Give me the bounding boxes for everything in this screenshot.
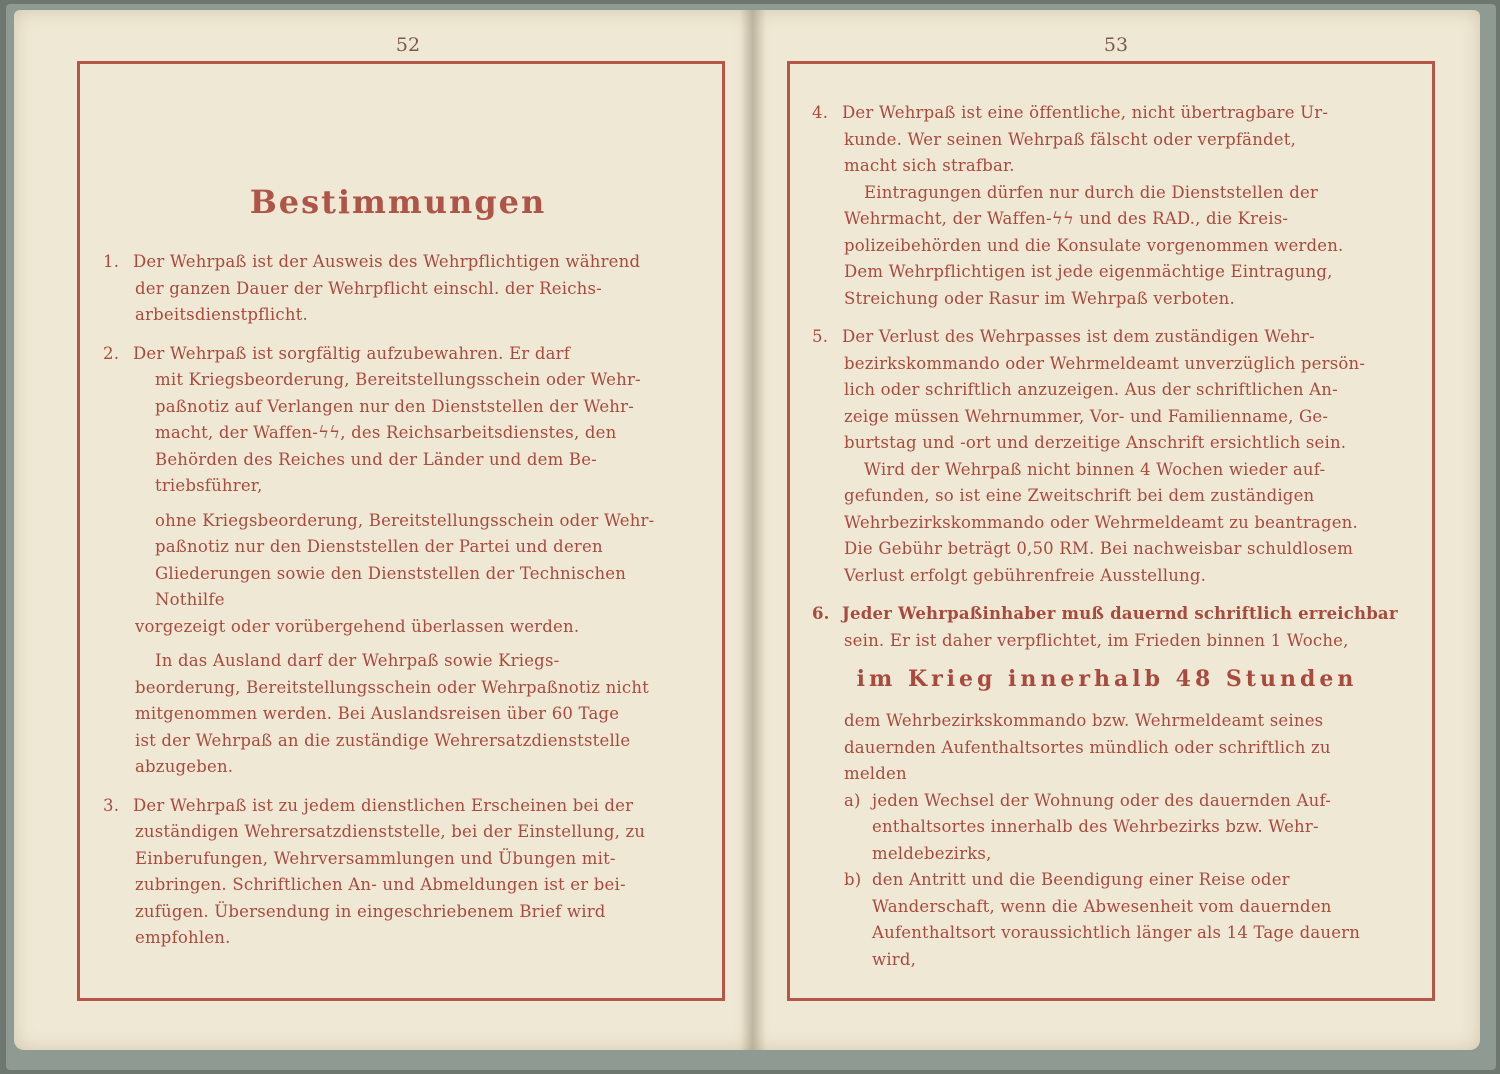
rule-text: In das Ausland darf der Wehrpaß sowie Kriegs- xyxy=(155,651,560,670)
subitem-a xyxy=(812,788,1402,868)
rule-text: wird, xyxy=(872,949,917,969)
rule-text: enthaltsortes innerhalb des Wehrbezirks bzw. Wehr- xyxy=(872,817,1319,836)
rule-text: den Antritt und die Beendigung einer Reise oder xyxy=(872,870,1290,889)
page-number-right: 53 xyxy=(1103,34,1129,56)
rule-text: Der Wehrpaß ist eine öffentliche, nicht übertragbare Ur- xyxy=(842,103,1329,122)
rule-text: dauernden Aufenthaltsortes mündlich oder schriftlich zu xyxy=(844,737,1331,757)
rule-text: zeige müssen Wehrnummer, Vor- und Familienname, Ge- xyxy=(844,406,1329,426)
rule-text: meldebezirks, xyxy=(872,843,992,863)
rule-text: beorderung, Bereitstellungsschein oder Wehrpaßnotiz nicht xyxy=(135,677,649,697)
rule-text: Wehrmacht, der Waffen-ϟϟ und des RAD., die Kreis- xyxy=(844,209,1289,228)
rule-text: Einberufungen, Wehrversammlungen und Übungen mit- xyxy=(135,848,616,868)
rule-text: zuständigen Wehrersatzdienststelle, bei der Einstellung, zu xyxy=(135,822,646,841)
rule-text: burtstag und -ort und derzeitige Anschrift ersichtlich sein. xyxy=(844,433,1347,452)
rule-text: Behörden des Reiches und der Länder und dem Be- xyxy=(155,449,597,469)
book-gutter xyxy=(740,10,766,1050)
left-page-text xyxy=(103,175,693,964)
rule-text: macht sich strafbar. xyxy=(844,156,1015,175)
rule-text: Nothilfe xyxy=(155,590,225,609)
rule-text: dem Wehrbezirkskommando bzw. Wehrmeldeamt seines xyxy=(844,711,1324,730)
rule-text: Streichung oder Rasur im Wehrpaß verboten. xyxy=(844,288,1235,308)
rule-text: bezirkskommando oder Wehrmeldeamt unverzüglich persön- xyxy=(844,353,1366,373)
page-number-left: 52 xyxy=(395,34,421,56)
rule-text: triebsführer, xyxy=(155,476,263,495)
rule-text: paßnotiz auf Verlangen nur den Dienststellen der Wehr- xyxy=(155,396,634,416)
rule-number: 5. xyxy=(812,327,829,346)
rule-text: empfohlen. xyxy=(135,928,231,947)
rule-text: Der Wehrpaß ist der Ausweis des Wehrpflichtigen während xyxy=(133,252,641,271)
rule-number: 2. xyxy=(103,343,120,363)
rule-text: Der Wehrpaß ist zu jedem dienstlichen Erscheinen bei der xyxy=(133,795,634,815)
rule-number: 1. xyxy=(103,252,120,271)
subitem-b xyxy=(812,867,1402,973)
rule-text: ohne Kriegsbeorderung, Bereitstellungsschein oder Wehr- xyxy=(155,510,655,530)
rule-text: zubringen. Schriftlichen An- und Abmeldungen ist er bei- xyxy=(135,875,626,894)
rule-text: Wehrbezirkskommando oder Wehrmeldeamt zu beantragen. xyxy=(844,512,1358,532)
rule-text: gefunden, so ist eine Zweitschrift bei dem zuständigen xyxy=(844,486,1315,505)
rule-text: macht, der Waffen-ϟϟ, des Reichsarbeitsdienstes, den xyxy=(155,423,617,442)
rule-5 xyxy=(812,324,1402,589)
rule-text: sein. Er ist daher verpflichtet, im Frieden binnen 1 Woche, xyxy=(844,630,1349,650)
rule-text: mit Kriegsbeorderung, Bereitstellungsschein oder Wehr- xyxy=(155,370,641,389)
rule-2 xyxy=(103,341,693,781)
rule-text: Gliederungen sowie den Dienststellen der Technischen xyxy=(155,563,627,583)
subitem-letter: b) xyxy=(844,870,862,889)
rule-1 xyxy=(103,249,693,329)
rule-number: 4. xyxy=(812,103,829,122)
rule-4 xyxy=(812,100,1402,312)
rule-text: abzugeben. xyxy=(135,757,234,776)
rule-text: mitgenommen werden. Bei Auslandsreisen über 60 Tage xyxy=(135,704,620,723)
rule-text: Der Wehrpaß ist sorgfältig aufzubewahren. Er darf xyxy=(133,343,571,363)
rule-text: polizeibehörden und die Konsulate vorgenommen werden. xyxy=(844,235,1344,255)
rule-text: Verlust erfolgt gebührenfreie Ausstellung. xyxy=(844,565,1207,585)
rule-text: Wanderschaft, wenn die Abwesenheit vom dauernden xyxy=(872,896,1332,916)
rule-text: kunde. Wer seinen Wehrpaß fälscht oder verpfändet, xyxy=(844,129,1297,149)
rule-text: Wird der Wehrpaß nicht binnen 4 Wochen wieder auf- xyxy=(864,459,1326,479)
rule-text: lich oder schriftlich anzuzeigen. Aus der schriftlichen An- xyxy=(844,380,1338,399)
rule-text: paßnotiz nur den Dienststellen der Partei und deren xyxy=(155,537,603,556)
rule-text: Jeder Wehrpaßinhaber muß dauernd schriftlich erreichbar xyxy=(842,604,1398,623)
rule-text: Eintragungen dürfen nur durch die Dienststellen der xyxy=(864,182,1319,202)
rule-text: Aufenthaltsort voraussichtlich länger als 14 Tage dauern xyxy=(872,923,1361,942)
rule-text: arbeitsdienstpflicht. xyxy=(135,305,308,324)
subitem-letter: a) xyxy=(844,790,861,810)
rule-text: melden xyxy=(844,764,907,783)
rule-3 xyxy=(103,793,693,952)
rule-number: 6. xyxy=(812,604,830,623)
right-page-text xyxy=(812,100,1402,985)
rule-text: ist der Wehrpaß an die zuständige Wehrersatzdienststelle xyxy=(135,730,631,750)
rule-text: jeden Wechsel der Wohnung oder des dauernden Auf- xyxy=(872,790,1331,810)
rule-text: vorgezeigt oder vorübergehend überlassen werden. xyxy=(135,616,580,636)
rule-text: Der Verlust des Wehrpasses ist dem zuständigen Wehr- xyxy=(842,327,1315,346)
rule-text: Die Gebühr beträgt 0,50 RM. Bei nachweisbar schuldlosem xyxy=(844,539,1354,558)
page-title: Bestimmungen xyxy=(249,183,547,221)
rule-text: Dem Wehrpflichtigen ist jede eigenmächtige Eintragung, xyxy=(844,262,1333,281)
rule-number: 3. xyxy=(103,795,120,815)
emphasis-line: im Krieg innerhalb 48 Stunden xyxy=(856,666,1358,692)
rule-text: zufügen. Übersendung in eingeschriebenem Brief wird xyxy=(135,901,606,921)
rule-6 xyxy=(812,601,1402,973)
rule-text: der ganzen Dauer der Wehrpflicht einschl. der Reichs- xyxy=(135,278,602,298)
